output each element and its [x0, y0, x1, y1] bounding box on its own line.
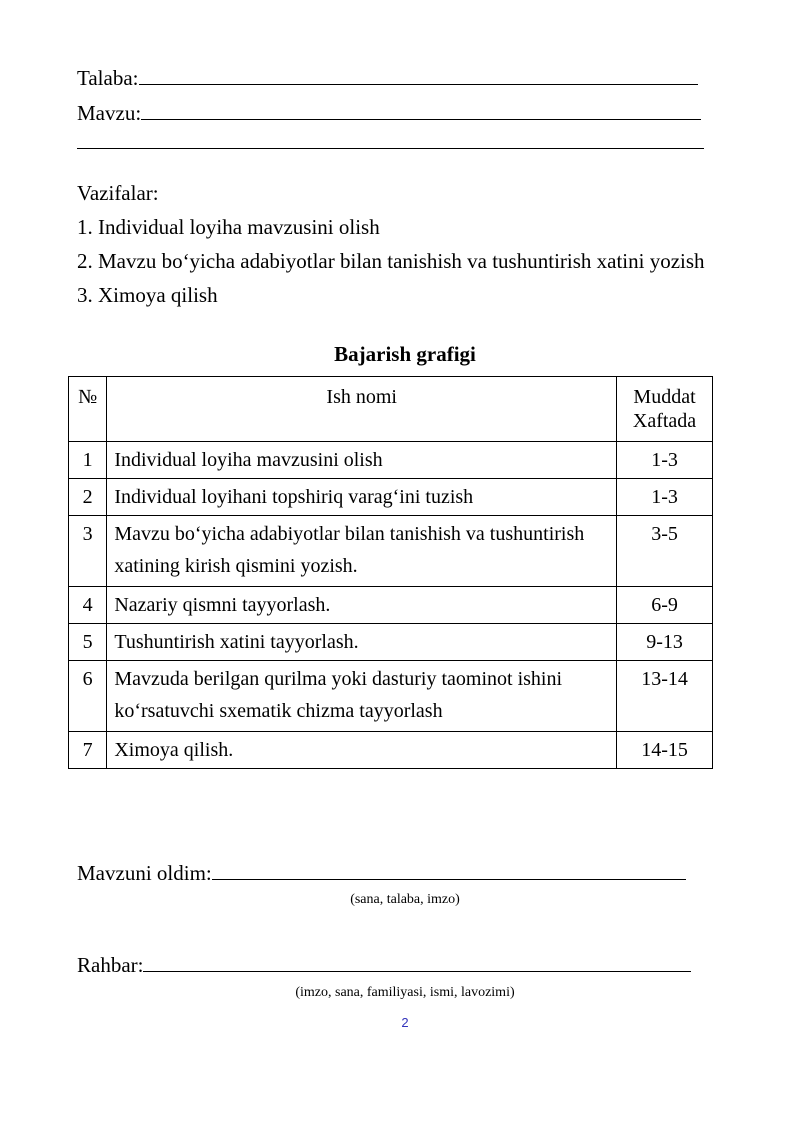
task-item: 3. Ximoya qilish: [77, 283, 218, 307]
tasks-heading: Vazifalar:: [77, 181, 159, 205]
student-blank-line: [139, 66, 698, 85]
row-weeks: 9-13: [617, 624, 713, 661]
row-number: 1: [69, 442, 107, 479]
supervisor-signature-field: [77, 953, 691, 978]
received-hint: (sana, talaba, imzo): [350, 892, 460, 907]
row-work-name-line2: xatining kirish qismini yozish.: [114, 555, 358, 577]
student-field: [77, 66, 698, 90]
header-duration: [617, 377, 713, 442]
table-row: [69, 479, 713, 516]
row-weeks: 3-5: [617, 516, 713, 587]
row-number: 7: [69, 732, 107, 769]
row-work-name: [107, 661, 617, 732]
header-duration-line2: Xaftada: [632, 410, 697, 432]
row-number: 5: [69, 624, 107, 661]
header-number: №: [69, 377, 107, 442]
row-work-name: Nazariy qismni tayyorlash.: [107, 587, 617, 624]
row-weeks: 13-14: [617, 661, 713, 732]
row-weeks: 1-3: [617, 479, 713, 516]
row-weeks: 6-9: [617, 587, 713, 624]
topic-continuation-line: [77, 148, 704, 149]
row-work-name: Individual loyiha mavzusini olish: [107, 442, 617, 479]
row-number: 4: [69, 587, 107, 624]
table-row: [69, 442, 713, 479]
received-blank-line: [212, 861, 686, 880]
student-label: Talaba:: [77, 66, 139, 90]
row-work-name: Tushuntirish xatini tayyorlash.: [107, 624, 617, 661]
topic-blank-line: [141, 101, 701, 120]
row-work-name: Ximoya qilish.: [107, 732, 617, 769]
table-row: [69, 661, 713, 732]
task-item: 2. Mavzu bo‘yicha adabiyotlar bilan tanishish va tushuntirish xatini yozish: [77, 249, 705, 273]
row-work-name: [107, 516, 617, 587]
row-number: 6: [69, 661, 107, 732]
supervisor-blank-line: [143, 953, 691, 972]
table-row: [69, 624, 713, 661]
row-work-name-line1: Mavzuda berilgan qurilma yoki dasturiy taominot ishini: [114, 668, 563, 690]
row-number: 3: [69, 516, 107, 587]
header-work-name: Ish nomi: [107, 377, 617, 442]
row-work-name-line1: Mavzu bo‘yicha adabiyotlar bilan tanishish va tushuntirish: [114, 523, 585, 545]
supervisor-hint: (imzo, sana, familiyasi, ismi, lavozimi): [295, 985, 515, 1000]
table-row: [69, 732, 713, 769]
row-work-name-line2: ko‘rsatuvchi sxematik chizma tayyorlash: [114, 700, 443, 722]
task-item: 1. Individual loyiha mavzusini olish: [77, 215, 380, 239]
header-duration-line1: Muddat: [633, 386, 696, 408]
row-weeks: 14-15: [617, 732, 713, 769]
supervisor-label: Rahbar:: [77, 953, 144, 977]
table-row: [69, 587, 713, 624]
schedule-title: Bajarish grafigi: [334, 342, 476, 366]
received-signature-field: [77, 861, 686, 886]
row-weeks: 1-3: [617, 442, 713, 479]
page-number: 2: [401, 1015, 409, 1030]
received-label: Mavzuni oldim:: [77, 861, 212, 885]
table-header-row: [69, 377, 713, 442]
row-work-name: Individual loyihani topshiriq varag‘ini tuzish: [107, 479, 617, 516]
tasks-section: [77, 176, 705, 312]
row-number: 2: [69, 479, 107, 516]
topic-field: [77, 101, 701, 125]
schedule-table: [68, 376, 713, 769]
table-row: [69, 516, 713, 587]
topic-label: Mavzu:: [77, 101, 142, 125]
